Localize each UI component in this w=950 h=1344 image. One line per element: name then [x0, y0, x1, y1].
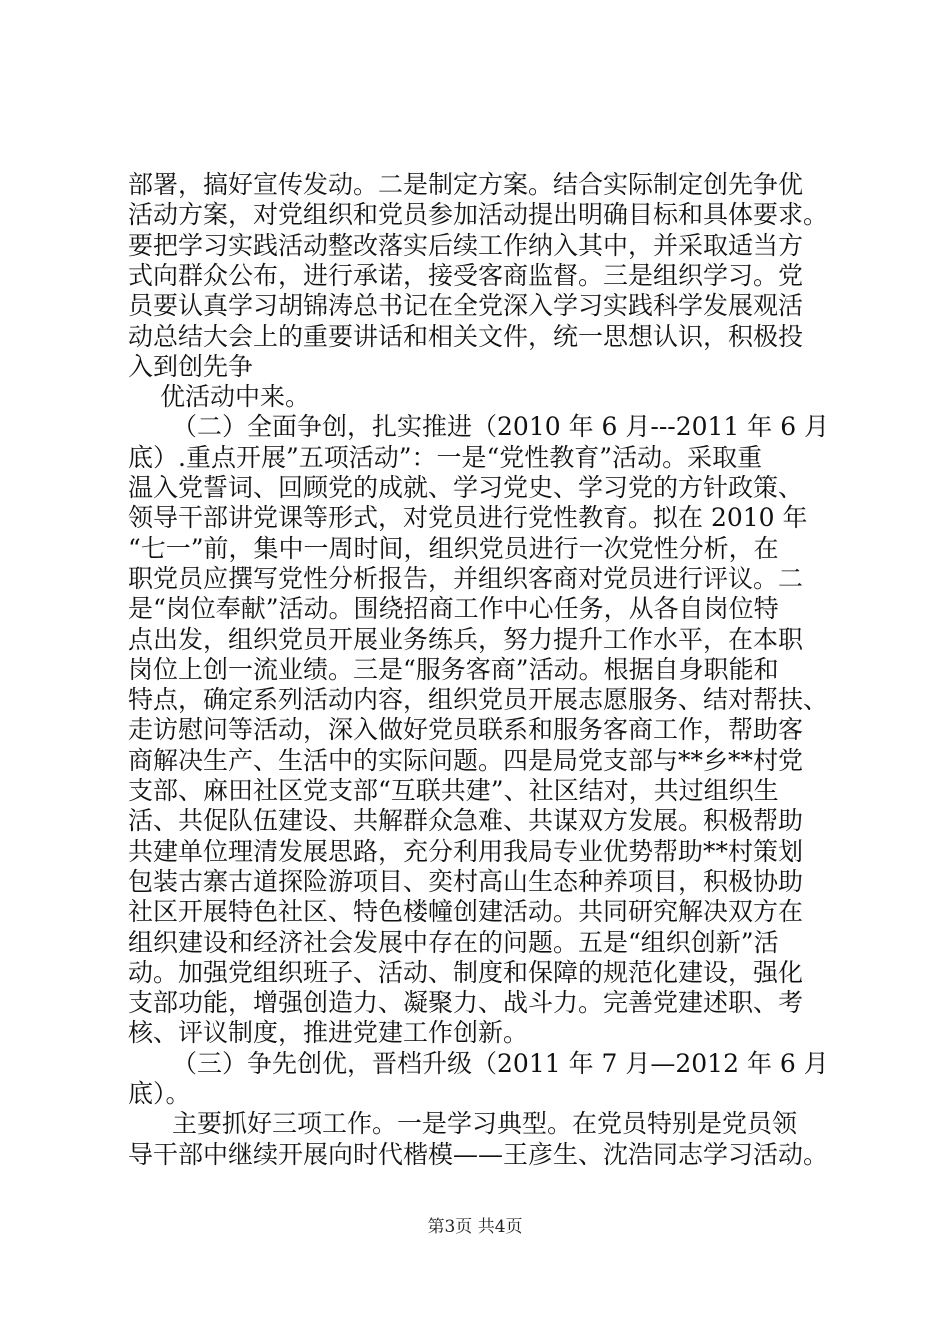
body-line-6: 动总结大会上的重要讲话和相关文件，统一思想认识，积极投	[128, 322, 804, 351]
body-line-29: 核、评议制度，推进党建工作创新。	[128, 1018, 529, 1047]
body-line-10: 底）.重点开展”五项活动”：一是“党性教育”活动。采取重	[128, 443, 763, 472]
body-line-24: 包装古寨古道探险游项目、奕村高山生态种养项目，积极协助	[128, 867, 804, 896]
body-line-22: 活、共促队伍建设、共解群众急难、共谋双方发展。积极帮助	[128, 806, 804, 835]
body-line-14: 职党员应撰写党性分析报告，并组织客商对党员进行评议。二	[128, 564, 804, 593]
body-line-9: （二）全面争创，扎实推进（2010 年 6 月---2011 年 6 月	[172, 412, 830, 441]
body-line-27: 动。加强党组织班子、活动、制度和保障的规范化建设，强化	[128, 958, 804, 987]
body-line-15: 是“岗位奉献”活动。围绕招商工作中心任务，从各自岗位特	[128, 594, 779, 623]
body-line-13: “七一”前，集中一周时间，组织党员进行一次党性分析，在	[128, 534, 779, 563]
body-line-25: 社区开展特色社区、特色楼幢创建活动。共同研究解决双方在	[128, 897, 804, 926]
body-line-20: 商解决生产、生活中的实际问题。四是局党支部与**乡**村党	[128, 746, 804, 775]
body-line-33: 导干部中继续开展向时代楷模——王彦生、沈浩同志学习活动。	[128, 1140, 829, 1169]
body-line-2: 活动方案，对党组织和党员参加活动提出明确目标和具体要求。	[128, 200, 829, 229]
body-line-4: 式向群众公布，进行承诺，接受客商监督。三是组织学习。党	[128, 261, 804, 290]
body-line-17: 岗位上创一流业绩。三是“服务客商”活动。根据自身职能和	[128, 655, 779, 684]
body-line-31: 底）。	[128, 1079, 191, 1108]
body-line-1: 部署，搞好宣传发动。二是制定方案。结合实际制定创先争优	[128, 170, 804, 199]
body-line-8: 优活动中来。	[160, 382, 311, 411]
body-line-11: 温入党誓词、回顾党的成就、学习党史、学习党的方针政策、	[128, 473, 804, 502]
body-line-19: 走访慰问等活动，深入做好党员联系和服务客商工作，帮助客	[128, 715, 804, 744]
page-footer: 第3页 共4页	[427, 1217, 523, 1237]
body-line-7: 入到创先争	[128, 352, 254, 381]
body-line-5: 员要认真学习胡锦涛总书记在全党深入学习实践科学发展观活	[128, 291, 804, 320]
body-line-32: 主要抓好三项工作。一是学习典型。在党员特别是党员领	[172, 1109, 798, 1138]
body-line-23: 共建单位理清发展思路，充分利用我局专业优势帮助**村策划	[128, 837, 804, 866]
body-line-18: 特点，确定系列活动内容，组织党员开展志愿服务、结对帮扶、	[128, 685, 829, 714]
body-line-28: 支部功能，增强创造力、凝聚力、战斗力。完善党建述职、考	[128, 988, 804, 1017]
body-line-12: 领导干部讲党课等形式，对党员进行党性教育。拟在 2010 年	[128, 503, 808, 532]
body-line-21: 支部、麻田社区党支部“互联共建”、社区结对，共过组织生	[128, 776, 779, 805]
body-line-26: 组织建设和经济社会发展中存在的问题。五是“组织创新”活	[128, 928, 779, 957]
body-line-30: （三）争先创优，晋档升级（2011 年 7 月—2012 年 6 月	[172, 1049, 829, 1078]
body-line-3: 要把学习实践活动整改落实后续工作纳入其中，并采取适当方	[128, 231, 804, 260]
body-line-16: 点出发，组织党员开展业务练兵，努力提升工作水平，在本职	[128, 625, 804, 654]
